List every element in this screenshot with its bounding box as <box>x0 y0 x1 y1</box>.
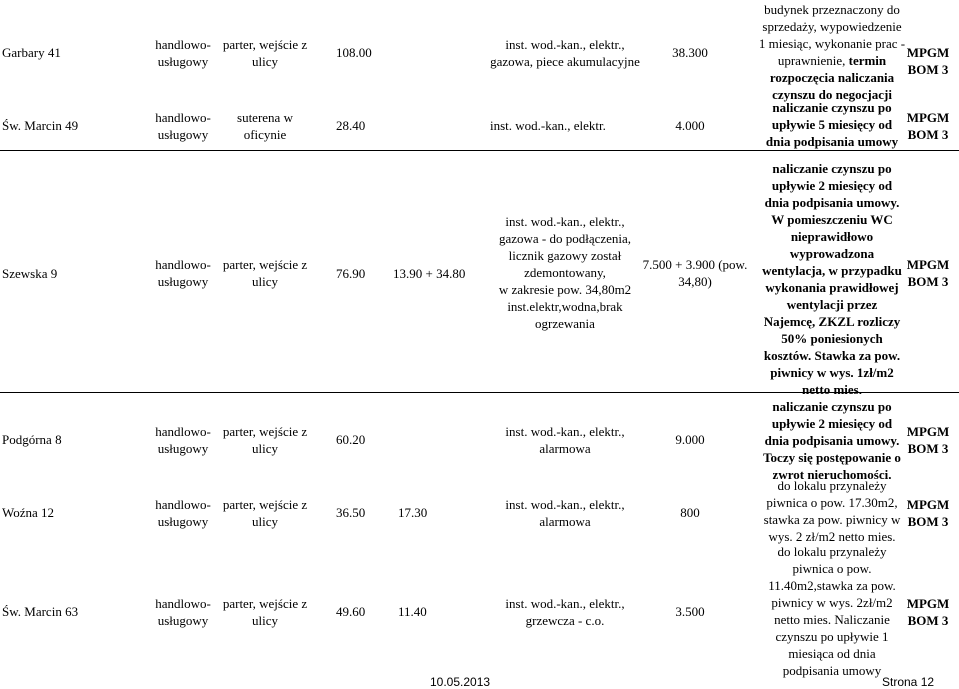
utilities-cell: inst. wod.-kan., elektr., alarmowa <box>505 424 625 456</box>
location-cell: suterena w oficynie <box>237 110 293 142</box>
type-cell: handlowo- usługowy <box>155 37 211 69</box>
utilities-cell: inst. wod.-kan., elektr., gazowa - do podłączenia, licznik gazowy został zdemontowany, w zakresie pow. 34,80m2 inst.elektr,wodna,brak ogrzewania <box>498 214 632 331</box>
utilities-cell: inst. wod.-kan., elektr., alarmowa <box>505 497 625 529</box>
utilities-cell: inst. wod.-kan., elektr., gazowa, piece akumulacyjne <box>490 37 640 69</box>
area-cell: 76.90 <box>336 266 366 281</box>
footer-date: 10.05.2013 <box>430 675 491 689</box>
street-cell: Podgórna 8 <box>2 432 62 447</box>
price-cell: 3.500 <box>675 604 705 619</box>
area-cell: 49.60 <box>336 604 366 619</box>
authority-cell: MPGM BOM 3 <box>906 45 950 77</box>
type-cell: handlowo- usługowy <box>155 110 211 142</box>
notes-cell: naliczanie czynszu po upływie 2 miesięcy od dnia podpisania umowy. Toczy się postępowanie o zwrot nieruchomości. <box>763 399 901 482</box>
type-cell: handlowo- usługowy <box>155 257 211 289</box>
type-cell: handlowo- usługowy <box>155 424 211 456</box>
location-cell: parter, wejście z ulicy <box>222 424 308 456</box>
location-cell: parter, wejście z ulicy <box>222 497 308 529</box>
authority-cell: MPGM BOM 3 <box>906 497 950 529</box>
price-cell: 800 <box>680 505 700 520</box>
location-cell: parter, wejście z ulicy <box>222 257 308 289</box>
area2-cell: 11.40 <box>398 604 427 619</box>
area-cell: 60.20 <box>336 432 366 447</box>
area2-cell: 13.90 + 34.80 <box>393 266 466 281</box>
street-cell: Św. Marcin 49 <box>2 118 79 133</box>
notes-bold-text: termin rozpoczęcia naliczania czynszu do negocjacji <box>769 53 895 102</box>
street-cell: Woźna 12 <box>2 505 55 520</box>
notes-cell: naliczanie czynszu po upływie 2 miesięcy od dnia podpisania umowy. W pomieszczeniu WC nieprawidłowo wyprowadzona wentylacja, w przypadku wykonania prawidłowej wentylacji przez Najemcę, ZKZL rozliczy 50% poniesionych kosztów. Stawka za pow. piwnicy w wys. 1zł/m2 netto mies. <box>762 161 902 397</box>
area2-cell: 17.30 <box>398 505 428 520</box>
utilities-cell: inst. wod.-kan., elektr., grzewcza - c.o. <box>505 596 625 628</box>
row-divider <box>0 150 959 151</box>
price-cell: 9.000 <box>675 432 705 447</box>
location-cell: parter, wejście z ulicy <box>222 596 308 628</box>
notes-cell: do lokalu przynależy piwnica o pow. 17.30m2, stawka za pow. piwnicy w wys. 2 zł/m2 netto mies. <box>763 478 901 544</box>
authority-cell: MPGM BOM 3 <box>906 424 950 456</box>
utilities-cell: inst. wod.-kan., elektr. <box>490 118 606 133</box>
notes-cell: naliczanie czynszu po upływie 5 miesięcy od dnia podpisania umowy <box>765 100 899 149</box>
price-cell: 7.500 + 3.900 (pow. 34,80) <box>642 257 748 289</box>
street-cell: Szewska 9 <box>2 266 58 281</box>
street-cell: Św. Marcin 63 <box>2 604 79 619</box>
area-cell: 28.40 <box>336 118 366 133</box>
notes-cell: do lokalu przynależy piwnica o pow. 11.40m2,stawka za pow. piwnicy w wys. 2zł/m2 netto mies. Naliczanie czynszu po upływie 1 miesiąca od dnia podpisania umowy <box>768 544 896 678</box>
price-cell: 4.000 <box>675 118 705 133</box>
footer-page-number: Strona 12 <box>882 675 935 689</box>
type-cell: handlowo- usługowy <box>155 497 211 529</box>
price-cell: 38.300 <box>672 45 708 60</box>
street-cell: Garbary 41 <box>2 45 61 60</box>
area-cell: 36.50 <box>336 505 366 520</box>
area-cell: 108.00 <box>336 45 372 60</box>
authority-cell: MPGM BOM 3 <box>906 257 950 289</box>
authority-cell: MPGM BOM 3 <box>906 596 950 628</box>
type-cell: handlowo- usługowy <box>155 596 211 628</box>
notes-text: budynek przeznaczony do sprzedaży, wypowiedzenie 1 miesiąc, wykonanie prac - uprawnienie, <box>758 2 906 68</box>
authority-cell: MPGM BOM 3 <box>906 110 950 142</box>
location-cell: parter, wejście z ulicy <box>222 37 308 69</box>
